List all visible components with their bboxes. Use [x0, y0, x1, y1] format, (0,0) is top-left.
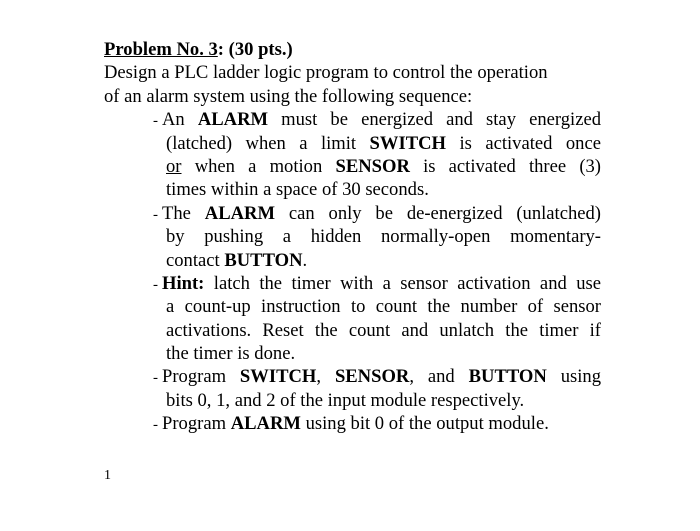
bullet-1-line-4: times within a space of 30 seconds.: [166, 179, 429, 201]
text-run: ,: [316, 366, 335, 388]
text-run: (latched) when a limit: [166, 132, 370, 154]
bullet-1-line-2: [104, 132, 601, 155]
bullet-dash: -: [153, 370, 158, 387]
bullet-4-line-2: bits 0, 1, and 2 of the input module respectively.: [166, 389, 525, 411]
text-run: , and: [409, 366, 469, 388]
keyword-switch: SWITCH: [239, 366, 317, 388]
text-run: must be energized and stay energized: [268, 109, 602, 131]
bullet-3-line-2: a count-up instruction to count the number of sensor: [166, 296, 601, 318]
bullet-2-line-3: [104, 249, 601, 272]
text-run: can only be de-energized (unlatched): [275, 202, 601, 224]
bullet-3-line-1: [104, 272, 601, 295]
bullet-1-line-3: [104, 155, 601, 178]
bullet-3-line-4: the timer is done.: [166, 343, 296, 365]
text-run: is activated three (3): [409, 155, 601, 177]
keyword-alarm: ALARM: [204, 202, 276, 224]
problem-points: : (30 pts.): [217, 39, 293, 60]
text-run: The: [162, 202, 205, 224]
text-run: is activated once: [446, 132, 601, 154]
text-run: contact: [166, 249, 225, 271]
keyword-alarm: ALARM: [197, 109, 269, 131]
text-run: Program: [162, 366, 240, 388]
bullet-1-line-1: [104, 108, 601, 131]
keyword-hint: Hint:: [162, 272, 205, 294]
underlined-or: or: [166, 155, 182, 177]
bullet-4-line-1: [104, 365, 601, 388]
keyword-sensor: SENSOR: [335, 155, 410, 177]
keyword-button: BUTTON: [224, 249, 303, 271]
text-run: .: [302, 249, 308, 271]
bullet-3-line-3: activations. Reset the count and unlatch the timer if: [166, 319, 601, 341]
text-run: An: [162, 109, 198, 131]
page-number: 1: [104, 468, 111, 483]
text-run: using: [546, 366, 602, 388]
bullet-dash: -: [153, 276, 158, 293]
bullet-2-line-1: [104, 202, 601, 225]
text-run: using bit 0 of the output module.: [300, 413, 549, 435]
bullet-dash: -: [153, 113, 158, 130]
keyword-button: BUTTON: [468, 366, 547, 388]
keyword-alarm: ALARM: [230, 413, 301, 435]
bullet-5-line-1: [104, 412, 601, 435]
keyword-switch: SWITCH: [369, 132, 447, 154]
bullet-2-line-2: by pushing a hidden normally-open momentary-: [166, 226, 601, 248]
problem-text: [104, 38, 601, 436]
text-run: Program: [162, 413, 231, 435]
bullet-dash: -: [153, 206, 158, 223]
intro-line-1: Design a PLC ladder logic program to control the operation: [104, 62, 548, 84]
bullet-dash: -: [153, 417, 158, 434]
text-run: when a motion: [181, 155, 336, 177]
keyword-sensor: SENSOR: [334, 366, 410, 388]
intro-line-2: of an alarm system using the following sequence:: [104, 85, 473, 107]
text-run: latch the timer with a sensor activation and use: [204, 272, 601, 294]
problem-heading: [104, 38, 601, 61]
problem-number: Problem No. 3: [104, 39, 218, 60]
